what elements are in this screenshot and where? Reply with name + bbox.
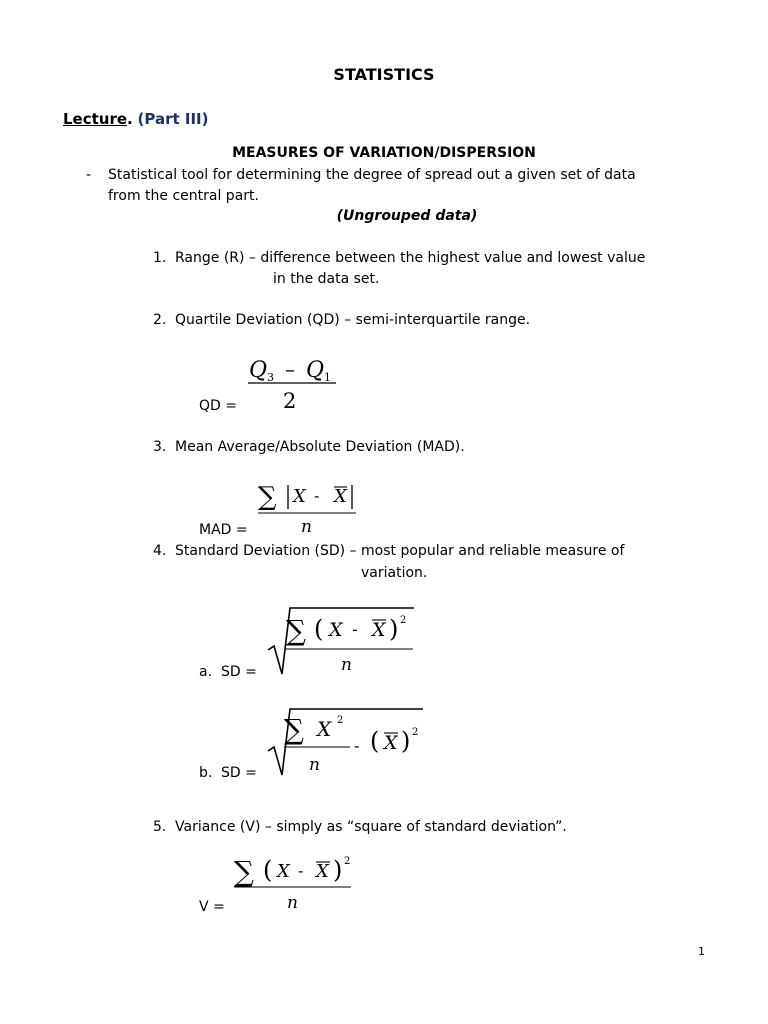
svg-text:-: - (298, 861, 304, 880)
item-number: 1. (153, 250, 167, 266)
svg-text:1: 1 (324, 371, 331, 384)
svg-text:-: - (314, 486, 320, 505)
bullet-dash: - (86, 167, 92, 183)
page-title: STATISTICS (333, 65, 435, 84)
svg-text:Q: Q (306, 358, 325, 383)
item-continuation: variation. (361, 565, 428, 581)
mad-label: MAD = (199, 522, 248, 538)
lecture-dot: . (127, 110, 133, 128)
bullet-line-2: from the central part. (108, 188, 259, 204)
item-text: Mean Average/Absolute Deviation (MAD). (175, 439, 465, 455)
v-label: V = (199, 899, 225, 915)
svg-text:X: X (317, 717, 332, 741)
svg-text:2: 2 (344, 856, 351, 867)
variance-formula (230, 850, 360, 915)
item-text: Quartile Deviation (QD) – semi-interquartile range. (175, 312, 531, 328)
mad-formula (255, 478, 365, 538)
bullet-line-1: Statistical tool for determining the degree of spread out a given set of data (108, 167, 636, 183)
svg-text:): ) (389, 615, 399, 643)
svg-text:X: X (277, 861, 290, 882)
sd-b-label (199, 763, 257, 783)
svg-text:–: – (285, 357, 295, 381)
qd-formula (240, 350, 350, 420)
sd-a-label (199, 662, 257, 682)
svg-text:n: n (341, 655, 352, 675)
svg-text:2: 2 (337, 715, 344, 726)
svg-text:n: n (287, 893, 298, 913)
svg-text:2: 2 (400, 615, 407, 626)
lecture-label: Lecture (63, 110, 128, 128)
sd-b-letter: b. (199, 765, 213, 781)
svg-text:n: n (301, 517, 312, 537)
svg-text:X: X (316, 861, 329, 882)
svg-text:X: X (384, 732, 398, 754)
list-item-quartile-deviation (153, 310, 530, 330)
svg-text:(: ( (263, 856, 273, 884)
svg-text:X: X (293, 486, 306, 507)
svg-text:∑: ∑ (286, 614, 306, 647)
item-text: Standard Deviation (SD) – most popular and reliable measure of (175, 543, 625, 559)
svg-text:Q: Q (249, 358, 268, 383)
svg-text:∑: ∑ (234, 855, 254, 888)
qd-label: QD = (199, 398, 237, 414)
item-number: 4. (153, 543, 167, 559)
sd-a-letter: a. (199, 664, 213, 680)
page-number: 1 (698, 945, 705, 958)
svg-text:X: X (372, 619, 386, 641)
svg-text:∑: ∑ (284, 713, 304, 746)
svg-text:-: - (354, 736, 360, 755)
svg-text:): ) (401, 727, 411, 755)
item-text: Variance (V) – simply as “square of standard deviation”. (175, 819, 567, 835)
svg-text:3: 3 (267, 371, 274, 384)
list-item-standard-deviation (153, 541, 624, 561)
lecture-part: (Part III) (137, 110, 209, 128)
svg-text:-: - (352, 620, 358, 640)
item-number: 3. (153, 439, 167, 455)
svg-text:): ) (333, 856, 343, 884)
item-text: Range (R) – difference between the highest value and lowest value (175, 250, 646, 266)
item-number: 2. (153, 312, 167, 328)
ungrouped-subheading: (Ungrouped data) (336, 208, 478, 224)
svg-text:2: 2 (412, 727, 419, 738)
list-item-variance (153, 817, 567, 837)
svg-text:X: X (334, 486, 347, 507)
svg-text:n: n (309, 755, 320, 775)
svg-text:(: ( (370, 727, 380, 755)
svg-text:X: X (329, 619, 343, 641)
sd-a-text: SD = (221, 664, 257, 680)
lecture-heading (63, 109, 209, 129)
section-heading: MEASURES OF VARIATION/DISPERSION (232, 145, 536, 161)
sd-a-formula (264, 602, 424, 682)
svg-text:(: ( (314, 615, 324, 643)
svg-text:2: 2 (283, 389, 297, 413)
list-item-range (153, 248, 645, 268)
sd-b-text: SD = (221, 765, 257, 781)
item-number: 5. (153, 819, 167, 835)
sd-b-formula (264, 703, 434, 783)
svg-text:∑: ∑ (258, 482, 277, 512)
list-item-mad (153, 437, 465, 457)
item-continuation: in the data set. (273, 271, 380, 287)
